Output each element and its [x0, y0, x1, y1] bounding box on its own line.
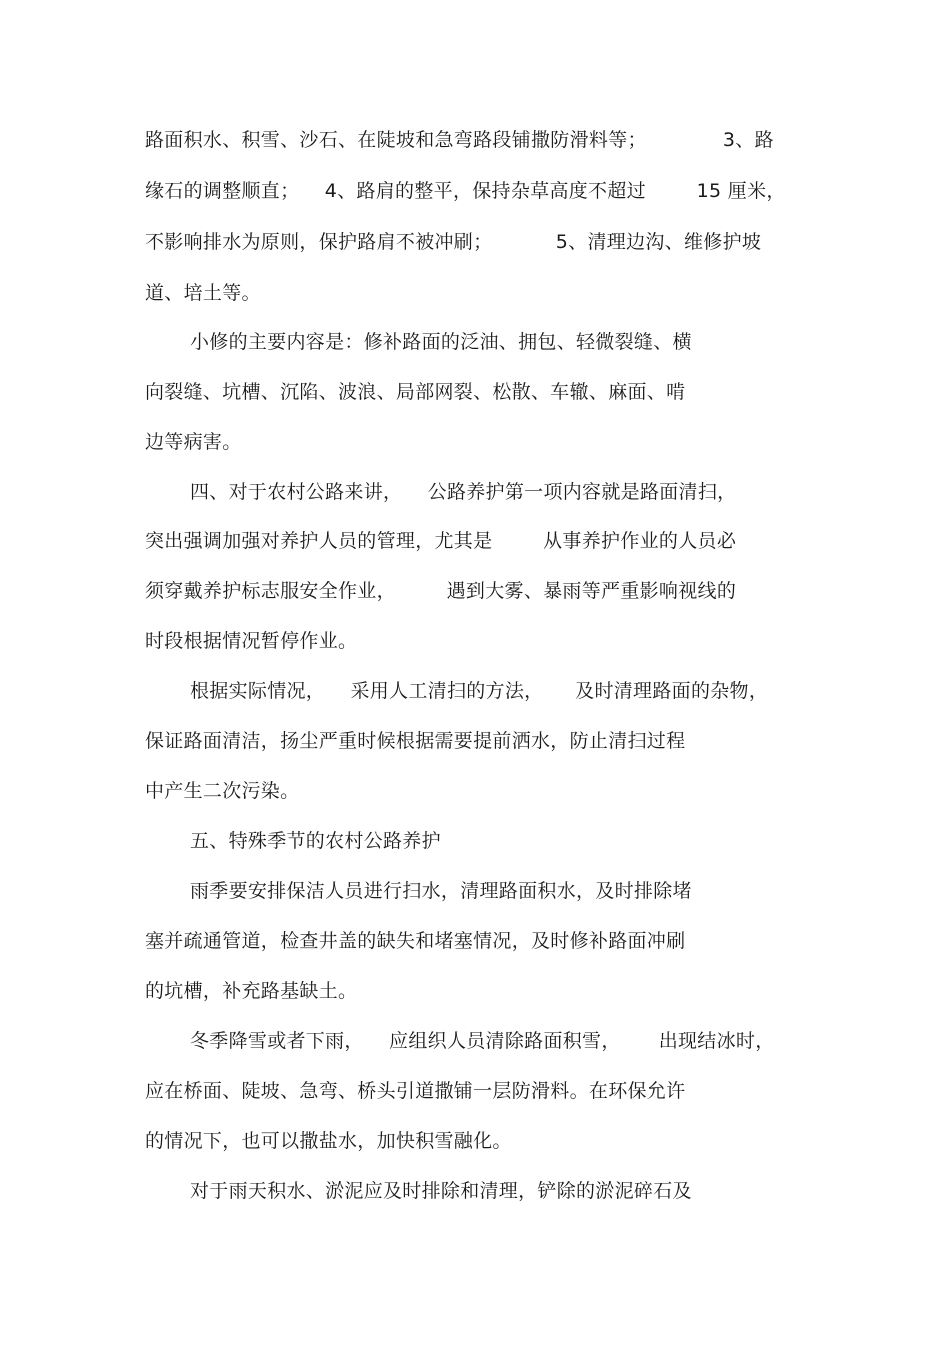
paragraph-line: 路面积水、积雪、沙石、在陡坡和急弯路段铺撒防滑料等； 3、路 [145, 129, 774, 151]
section-heading: 五、特殊季节的农村公路养护 [190, 830, 441, 852]
paragraph-line: 塞并疏通管道，检查井盖的缺失和堵塞情况，及时修补路面冲刷 [145, 930, 686, 952]
paragraph-line: 须穿戴养护标志服安全作业， 遇到大雾、暴雨等严重影响视线的 [145, 580, 737, 602]
paragraph-line: 缘石的调整顺直； 4、路肩的整平，保持杂草高度不超过 15 厘米， [145, 180, 786, 202]
paragraph-line: 道、培土等。 [145, 282, 261, 304]
paragraph-line: 根据实际情况， 采用人工清扫的方法， 及时清理路面的杂物， [190, 680, 769, 702]
paragraph-line: 中产生二次污染。 [145, 780, 300, 802]
paragraph-line: 的坑槽，补充路基缺土。 [145, 980, 358, 1002]
paragraph-line: 不影响排水为原则，保护路肩不被冲刷； 5、清理边沟、维修护坡 [145, 231, 762, 253]
paragraph-line: 突出强调加强对养护人员的管理，尤其是 从事养护作业的人员必 [145, 530, 737, 552]
paragraph-line: 冬季降雪或者下雨， 应组织人员清除路面积雪， 出现结冰时， [190, 1030, 775, 1052]
paragraph-line: 雨季要安排保洁人员进行扫水，清理路面积水，及时排除堵 [190, 880, 692, 902]
paragraph-line: 保证路面清洁，扬尘严重时候根据需要提前洒水，防止清扫过程 [145, 730, 686, 752]
paragraph-line: 小修的主要内容是：修补路面的泛油、拥包、轻微裂缝、横 [190, 331, 692, 353]
paragraph-line: 对于雨天积水、淤泥应及时排除和清理，铲除的淤泥碎石及 [190, 1180, 692, 1202]
paragraph-line: 的情况下，也可以撒盐水，加快积雪融化。 [145, 1130, 512, 1152]
paragraph-line: 四、对于农村公路来讲， 公路养护第一项内容就是路面清扫， [190, 481, 737, 503]
paragraph-line: 边等病害。 [145, 431, 242, 453]
paragraph-line: 应在桥面、陡坡、急弯、桥头引道撒铺一层防滑料。在环保允许 [145, 1080, 686, 1102]
paragraph-line: 时段根据情况暂停作业。 [145, 630, 358, 652]
paragraph-line: 向裂缝、坑槽、沉陷、波浪、局部网裂、松散、车辙、麻面、啃 [145, 381, 686, 403]
